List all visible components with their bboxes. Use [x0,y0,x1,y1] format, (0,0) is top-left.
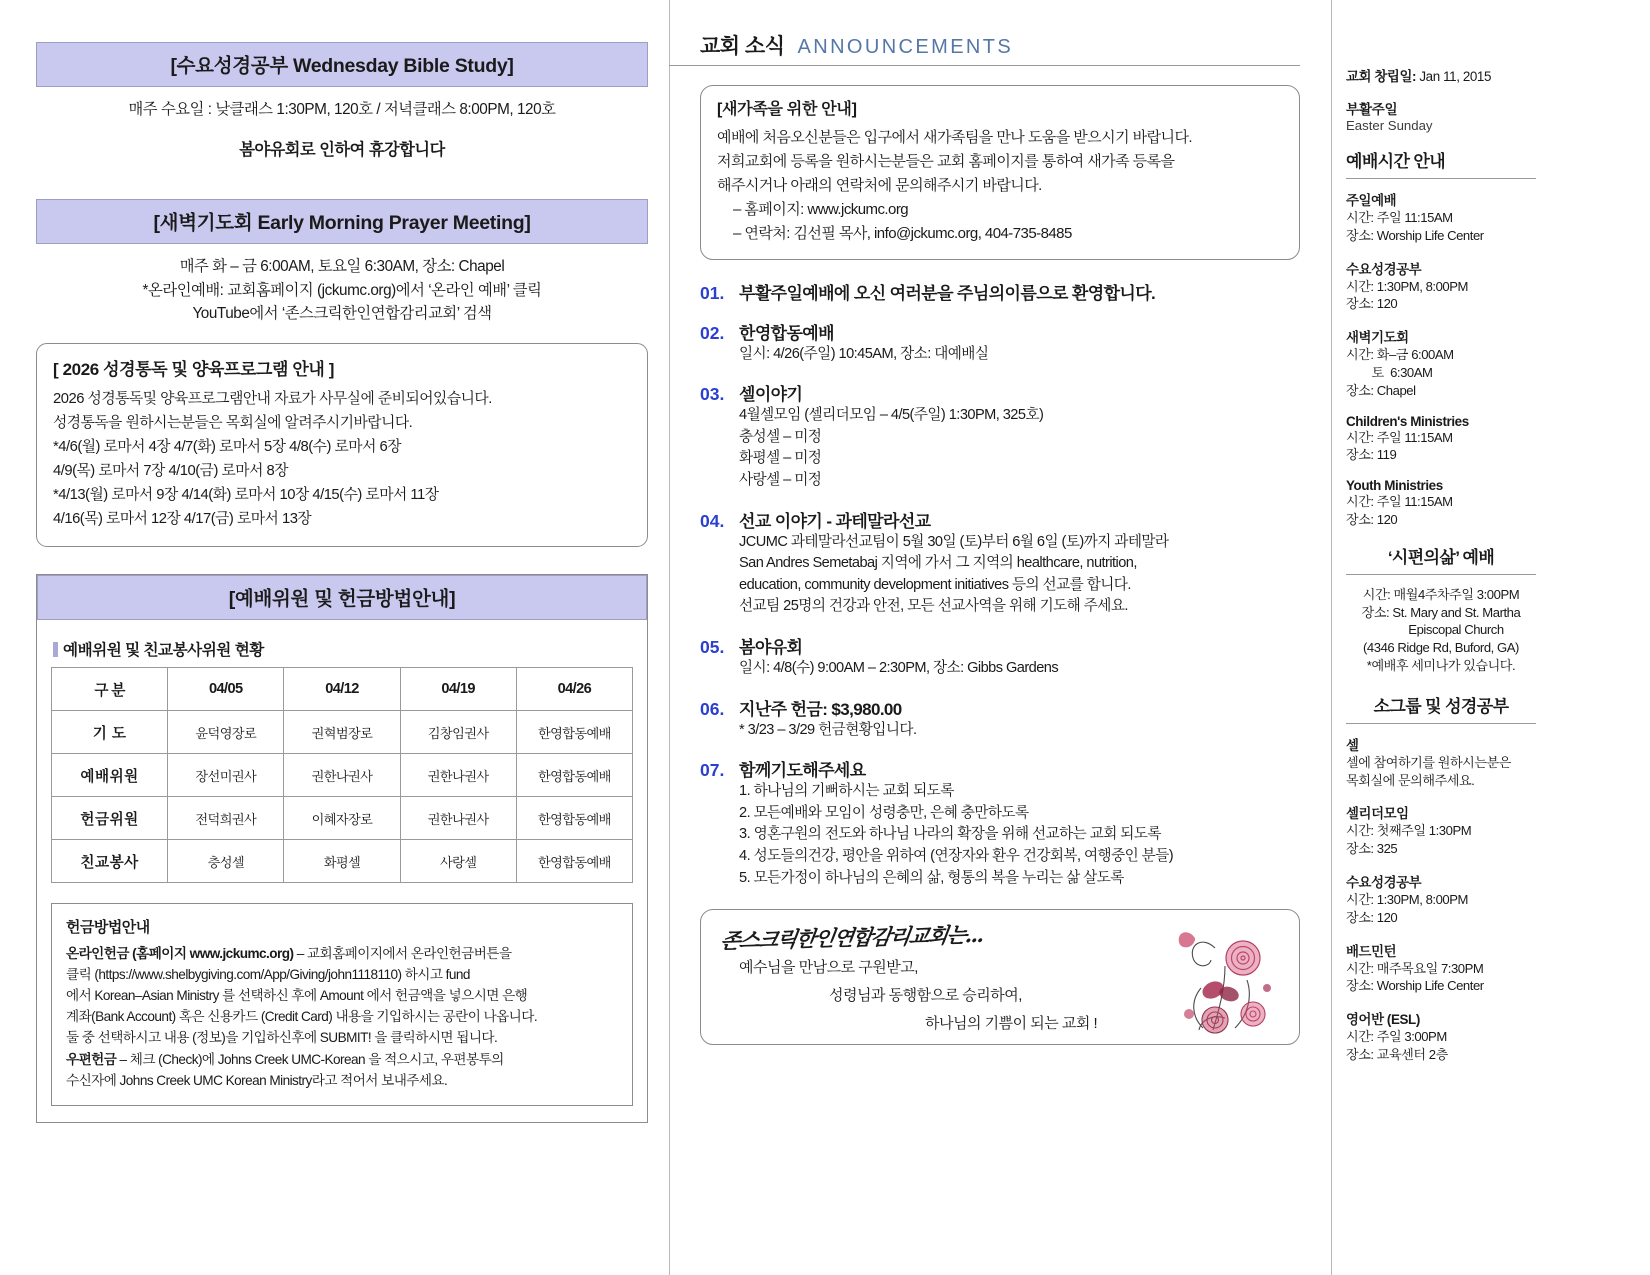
group-line-2: 목회실에 문의해주세요. [1346,772,1475,788]
service-name: 주일예배 [1346,193,1397,208]
row-label-0: 기 도 [52,711,168,754]
reading-plan-line-4: 4/9(목) 로마서 7장 4/10(금) 로마서 8장 [53,463,289,480]
service-location: 장소: Chapel [1346,382,1416,398]
row-label-1: 예배위원 [52,754,168,797]
detail-line: 일시: 4/26(주일) 10:45AM, 장소: 대예배실 [739,345,989,362]
announcement-row [700,695,1300,720]
morning-prayer-block [36,199,648,326]
row-label-2: 헌금위원 [52,797,168,840]
reading-plan-line-1: 2026 성경통독및 양육프로그램안내 자료가 사무실에 준비되어있습니다. [53,391,492,408]
giving-line-2: 클릭 (https://www.shelbygiving.com/App/Giving/john1118110) 하시고 fund [66,966,470,982]
table-row [52,840,633,883]
duty-table [51,667,633,883]
announcement-item-06 [700,695,1300,742]
announcement-number: 01. [700,282,725,303]
detail-line: 4. 성도들의건강, 평안을 위하여 (연장자와 환우 건강회복, 여행중인 분들) [739,847,1174,864]
detail-line: education, community development initiatives 등의 선교를 합니다. [739,576,1131,593]
detail-line: 1. 하나님의 기뻐하시는 교회 되도록 [739,783,954,800]
motto-line-3: 하나님의 기쁨이 되는 교회 ! [925,1015,1098,1033]
service-name: Youth Ministries [1346,478,1443,494]
psalm-time: 시간: 매월4주차주일 3:00PM [1362,586,1520,602]
giving-online-label: 온라인헌금 (홈페이지 www.jckumc.org) [66,945,294,961]
announcement-row [700,319,1300,344]
sidebar-psalm-details [1346,586,1536,675]
wednesday-bible-study-block [36,42,648,163]
cell-2-1: 이혜자장로 [284,797,400,840]
new-family-title: [새가족을 위한 안내] [717,101,857,118]
committee-subheading-text: 예배위원 및 친교봉사위원 현황 [63,642,264,660]
founding-date [1346,66,1536,85]
detail-line: * 3/23 – 3/29 헌금현황입니다. [739,721,917,738]
cell-3-0: 충성셀 [168,840,284,883]
sidebar-group-badminton [1346,941,1536,996]
bible-study-line1: 매주 수요일 : 낮클래스 1:30PM, 120호 / 저녁클래스 8:00PM, 120호 [128,101,556,118]
reading-plan-line-5: *4/13(월) 로마서 9장 4/14(화) 로마서 10장 4/15(수) 로마서 11장 [53,487,439,504]
announcement-number: 04. [700,510,725,531]
committee-subheading [53,638,633,660]
announcement-title: 봄야유회 [739,637,803,657]
detail-line: 5. 모든가정이 하나님의 은혜의 삶, 형통의 복을 누리는 삶 살도록 [739,869,1124,886]
announcement-title: 부활주일예배에 오신 여러분을 주님의이름으로 환영합니다. [739,283,1156,303]
founding-date-value: Jan 11, 2015 [1419,69,1492,84]
church-motto-box [700,909,1300,1045]
sidebar-service-youth [1346,478,1536,529]
sidebar-section-psalm-worship: ‘시편의삶’ 예배 [1346,543,1536,575]
cell-0-0: 윤덕영장로 [168,711,284,754]
giving-methods-box [51,903,633,1106]
bible-study-header: [수요성경공부 Wednesday Bible Study] [36,42,648,87]
announcement-item-04 [700,507,1300,618]
sidebar-section-smallgroups: 소그룹 및 성경공부 [1346,692,1536,724]
left-column [36,42,648,1123]
announcement-number: 06. [700,698,725,719]
group-name: 영어반 (ESL) [1346,1012,1420,1028]
cell-0-3: 한영합동예배 [516,711,632,754]
col-header-4: 04/26 [516,668,632,711]
psalm-address: (4346 Ridge Rd, Buford, GA) [1363,640,1519,656]
sidebar-group-cell-leaders [1346,803,1536,858]
bible-study-body [36,87,648,163]
giving-line-6: – 체크 (Check)에 Johns Creek UMC-Korean 을 적으시고, 우편봉투의 [116,1051,504,1067]
announcements-title-en: ANNOUNCEMENTS [797,36,1014,58]
detail-line: 4월셀모임 (셀리더모임 – 4/5(주일) 1:30PM, 325호) [739,407,1044,424]
col-header-2: 04/12 [284,668,400,711]
reading-plan-line-6: 4/16(목) 로마서 12장 4/17(금) 로마서 13장 [53,511,312,528]
group-name: 배드민턴 [1346,943,1397,959]
committee-header: [예배위원 및 헌금방법안내] [37,575,647,620]
cell-0-1: 권혁범장로 [284,711,400,754]
service-time: 시간: 주일 11:15AM [1346,494,1453,510]
announcements-heading [700,30,1300,65]
giving-online-line [66,943,618,964]
service-name: 수요성경공부 [1346,261,1422,277]
reading-plan-title: [ 2026 성경통독 및 양육프로그램 안내 ] [53,359,334,379]
giving-mail-label: 우편헌금 [66,1051,117,1067]
giving-line-7: 수신자에 Johns Creek UMC Korean Ministry라고 적어서 보내주세요. [66,1072,448,1088]
announcement-item-05 [700,633,1300,680]
table-row [52,711,633,754]
reading-plan-line-2: 성경통독을 원하시는분들은 목회실에 알려주시기바랍니다. [53,415,413,432]
announcement-title: 선교 이야기 - 과테말라선교 [739,511,931,531]
group-line-1: 셀에 참여하기를 원하시는분은 [1346,754,1511,770]
announcement-details [700,405,1300,491]
announcement-details [700,532,1300,618]
reading-plan-box [36,343,648,547]
new-family-box [700,85,1300,260]
reading-plan-line-3: *4/6(월) 로마서 4장 4/7(화) 로마서 5장 4/8(수) 로마서 6장 [53,439,402,456]
new-family-line-1: 예배에 처음오신분들은 입구에서 새가족팀을 만나 도움을 받으시기 바랍니다. [717,128,1193,146]
cell-3-2: 사랑셀 [400,840,516,883]
detail-line: 2. 모든예배와 모임이 성령충만, 은혜 충만하도록 [739,804,1029,821]
cell-1-2: 권한나권사 [400,754,516,797]
announcement-row [700,633,1300,658]
announcement-row [700,507,1300,532]
accent-bar-icon [53,642,58,657]
cell-0-2: 김창임권사 [400,711,516,754]
psalm-location-cont: Episcopal Church [1408,622,1504,638]
bible-study-emphasis: 봄야유회로 인하여 휴강합니다 [239,140,445,159]
sidebar-group-wednesday-bible [1346,872,1536,927]
giving-line-3: 에서 Korean–Asian Ministry 를 선택하신 후에 Amount 에서 헌금액을 넣으시면 은행 [66,988,528,1004]
morning-prayer-line1: 매주 화 – 금 6:00AM, 토요일 6:30AM, 장소: Chapel [179,257,505,275]
motto-line-1: 예수님을 만남으로 구원받고, [739,959,918,977]
cell-2-2: 권한나권사 [400,797,516,840]
service-time: 시간: 1:30PM, 8:00PM [1346,278,1468,294]
giving-mail-line [66,1049,618,1070]
cell-3-1: 화평셀 [284,840,400,883]
col-header-1: 04/05 [168,668,284,711]
announcement-title: 함께기도해주세요 [739,761,866,781]
group-location: 장소: 120 [1346,909,1398,925]
detail-line: 선교팀 25명의 건강과 안전, 모든 선교사역을 위해 기도해 주세요. [739,598,1128,615]
cell-1-1: 권한나권사 [284,754,400,797]
sidebar-service-morning-prayer [1346,327,1536,399]
service-time: 시간: 화–금 6:00AM [1346,347,1454,363]
sidebar-group-esl [1346,1009,1536,1064]
announcement-item-03 [700,380,1300,491]
morning-prayer-line2: *온라인예배: 교회홈페이지 (jckumc.org)에서 ‘온라인 예배’ 클릭 [142,281,542,299]
giving-line-4: 계좌(Bank Account) 혹은 신용카드 (Credit Card) 내용을 기입하시는 공란이 나옵니다. [66,1009,538,1025]
group-location: 장소: 교육센터 2층 [1346,1046,1448,1062]
announcement-item-02 [700,319,1300,366]
announcement-title: 한영합동예배 [739,323,834,343]
motto-line-2: 성령님과 동행함으로 승리하여, [829,987,1022,1005]
detail-line: JCUMC 과테말라선교팀이 5월 30일 (토)부터 6월 6일 (토)까지 과테말라 [739,533,1169,550]
announcements-title-kr: 교회 소식 [700,35,785,58]
announcements-rule [669,65,1300,66]
group-location: 장소: 325 [1346,841,1398,857]
service-location: 장소: 119 [1346,447,1397,463]
cell-1-0: 장선미권사 [168,754,284,797]
new-family-line-2: 저희교회에 등록을 원하시는분들은 교회 홈페이지를 통하여 새가족 등록을 [717,152,1175,170]
column-divider-sidebar [1331,0,1332,1275]
announcement-details [700,658,1300,680]
service-time-sat: 토 6:30AM [1346,364,1433,380]
group-time: 시간: 매주목요일 7:30PM [1346,960,1484,976]
detail-line: 화평셀 – 미정 [739,450,822,467]
group-name: 셀리더모임 [1346,806,1409,822]
morning-prayer-line3: YouTube에서 ‘존스크릭한인연합감리교회’ 검색 [192,305,492,323]
group-location: 장소: Worship Life Center [1346,978,1484,994]
motto-handwriting: 존스크릭한인연합감리교회는... [718,921,985,954]
giving-line-1: – 교회홈페이지에서 온라인헌금버튼을 [293,945,512,961]
service-location: 장소: Worship Life Center [1346,227,1484,243]
group-time: 시간: 주일 3:00PM [1346,1029,1447,1045]
cell-2-0: 전덕희권사 [168,797,284,840]
announcement-details [700,720,1300,742]
founding-date-label: 교회 창립일: [1346,69,1417,84]
service-location: 장소: 120 [1346,511,1398,527]
sidebar-service-sunday [1346,190,1536,245]
announcement-number: 07. [700,760,725,781]
announcement-row [700,380,1300,405]
announcement-title: 지난주 헌금: $3,980.00 [739,699,902,719]
cell-1-3: 한영합동예배 [516,754,632,797]
cell-3-3: 한영합동예배 [516,840,632,883]
announcement-number: 02. [700,322,725,343]
sidebar-service-childrens [1346,414,1536,465]
group-time: 시간: 첫째주일 1:30PM [1346,823,1472,839]
announcement-details [700,344,1300,366]
announcement-details [700,781,1300,889]
group-name: 수요성경공부 [1346,874,1422,890]
detail-line: 일시: 4/8(수) 9:00AM – 2:30PM, 장소: Gibbs Gardens [739,659,1059,676]
announcements-column [700,30,1300,1045]
service-time: 시간: 주일 11:15AM [1346,429,1453,445]
flower-illustration-icon [1155,918,1285,1040]
table-row [52,754,633,797]
announcement-number: 05. [700,636,725,657]
table-header-row [52,668,633,711]
table-row [52,797,633,840]
row-label-3: 친교봉사 [52,840,168,883]
detail-line: 충성셀 – 미정 [739,428,822,445]
detail-line: 사랑셀 – 미정 [739,471,822,488]
new-family-contact: – 연락처: 김선필 목사, info@jckumc.org, 404-735-8485 [733,224,1072,242]
announcement-row [700,756,1300,781]
service-location: 장소: 120 [1346,296,1398,312]
announcement-item-01 [700,279,1300,304]
morning-prayer-header: [새벽기도회 Early Morning Prayer Meeting] [36,199,648,244]
sidebar-column [1346,66,1536,1078]
col-header-3: 04/19 [400,668,516,711]
announcement-number: 03. [700,384,725,405]
announcement-item-07 [700,756,1300,889]
group-time: 시간: 1:30PM, 8:00PM [1346,891,1468,907]
column-divider-main [669,0,670,1275]
psalm-location: 장소: St. Mary and St. Martha [1361,604,1521,620]
cell-2-3: 한영합동예배 [516,797,632,840]
sidebar-service-wednesday-bible [1346,259,1536,314]
easter-label-en: Easter Sunday [1346,118,1433,133]
easter-label-kr: 부활주일 [1346,102,1398,117]
sidebar-group-cell [1346,735,1536,790]
giving-title: 헌금방법안내 [66,919,150,937]
giving-line-5: 둘 중 선택하시고 내용 (정보)을 기입하신후에 SUBMIT! 을 클릭하시면 됩니다. [66,1030,498,1046]
detail-line: San Andres Semetabaj 지역에 가서 그 지역의 healthcare, nutrition, [739,555,1137,572]
detail-line: 3. 영혼구원의 전도와 하나님 나라의 확장을 위해 선교하는 교회 되도록 [739,826,1161,843]
sidebar-section-worship-times: 예배시간 안내 [1346,147,1536,179]
morning-prayer-body [36,244,648,326]
service-name: 새벽기도회 [1346,330,1409,346]
col-header-0: 구 분 [52,668,168,711]
group-name: 셀 [1346,737,1359,753]
new-family-line-3: 해주시거나 아래의 연락처에 문의해주시기 바랍니다. [717,176,1042,194]
announcement-row [700,279,1300,304]
psalm-note: *예배후 세미나가 있습니다. [1366,657,1516,673]
new-family-website: – 홈페이지: www.jckumc.org [733,200,909,218]
committee-section [36,574,648,1123]
service-time: 시간: 주일 11:15AM [1346,210,1453,225]
announcement-title: 셀이야기 [739,385,803,405]
service-name: Children's Ministries [1346,413,1469,429]
